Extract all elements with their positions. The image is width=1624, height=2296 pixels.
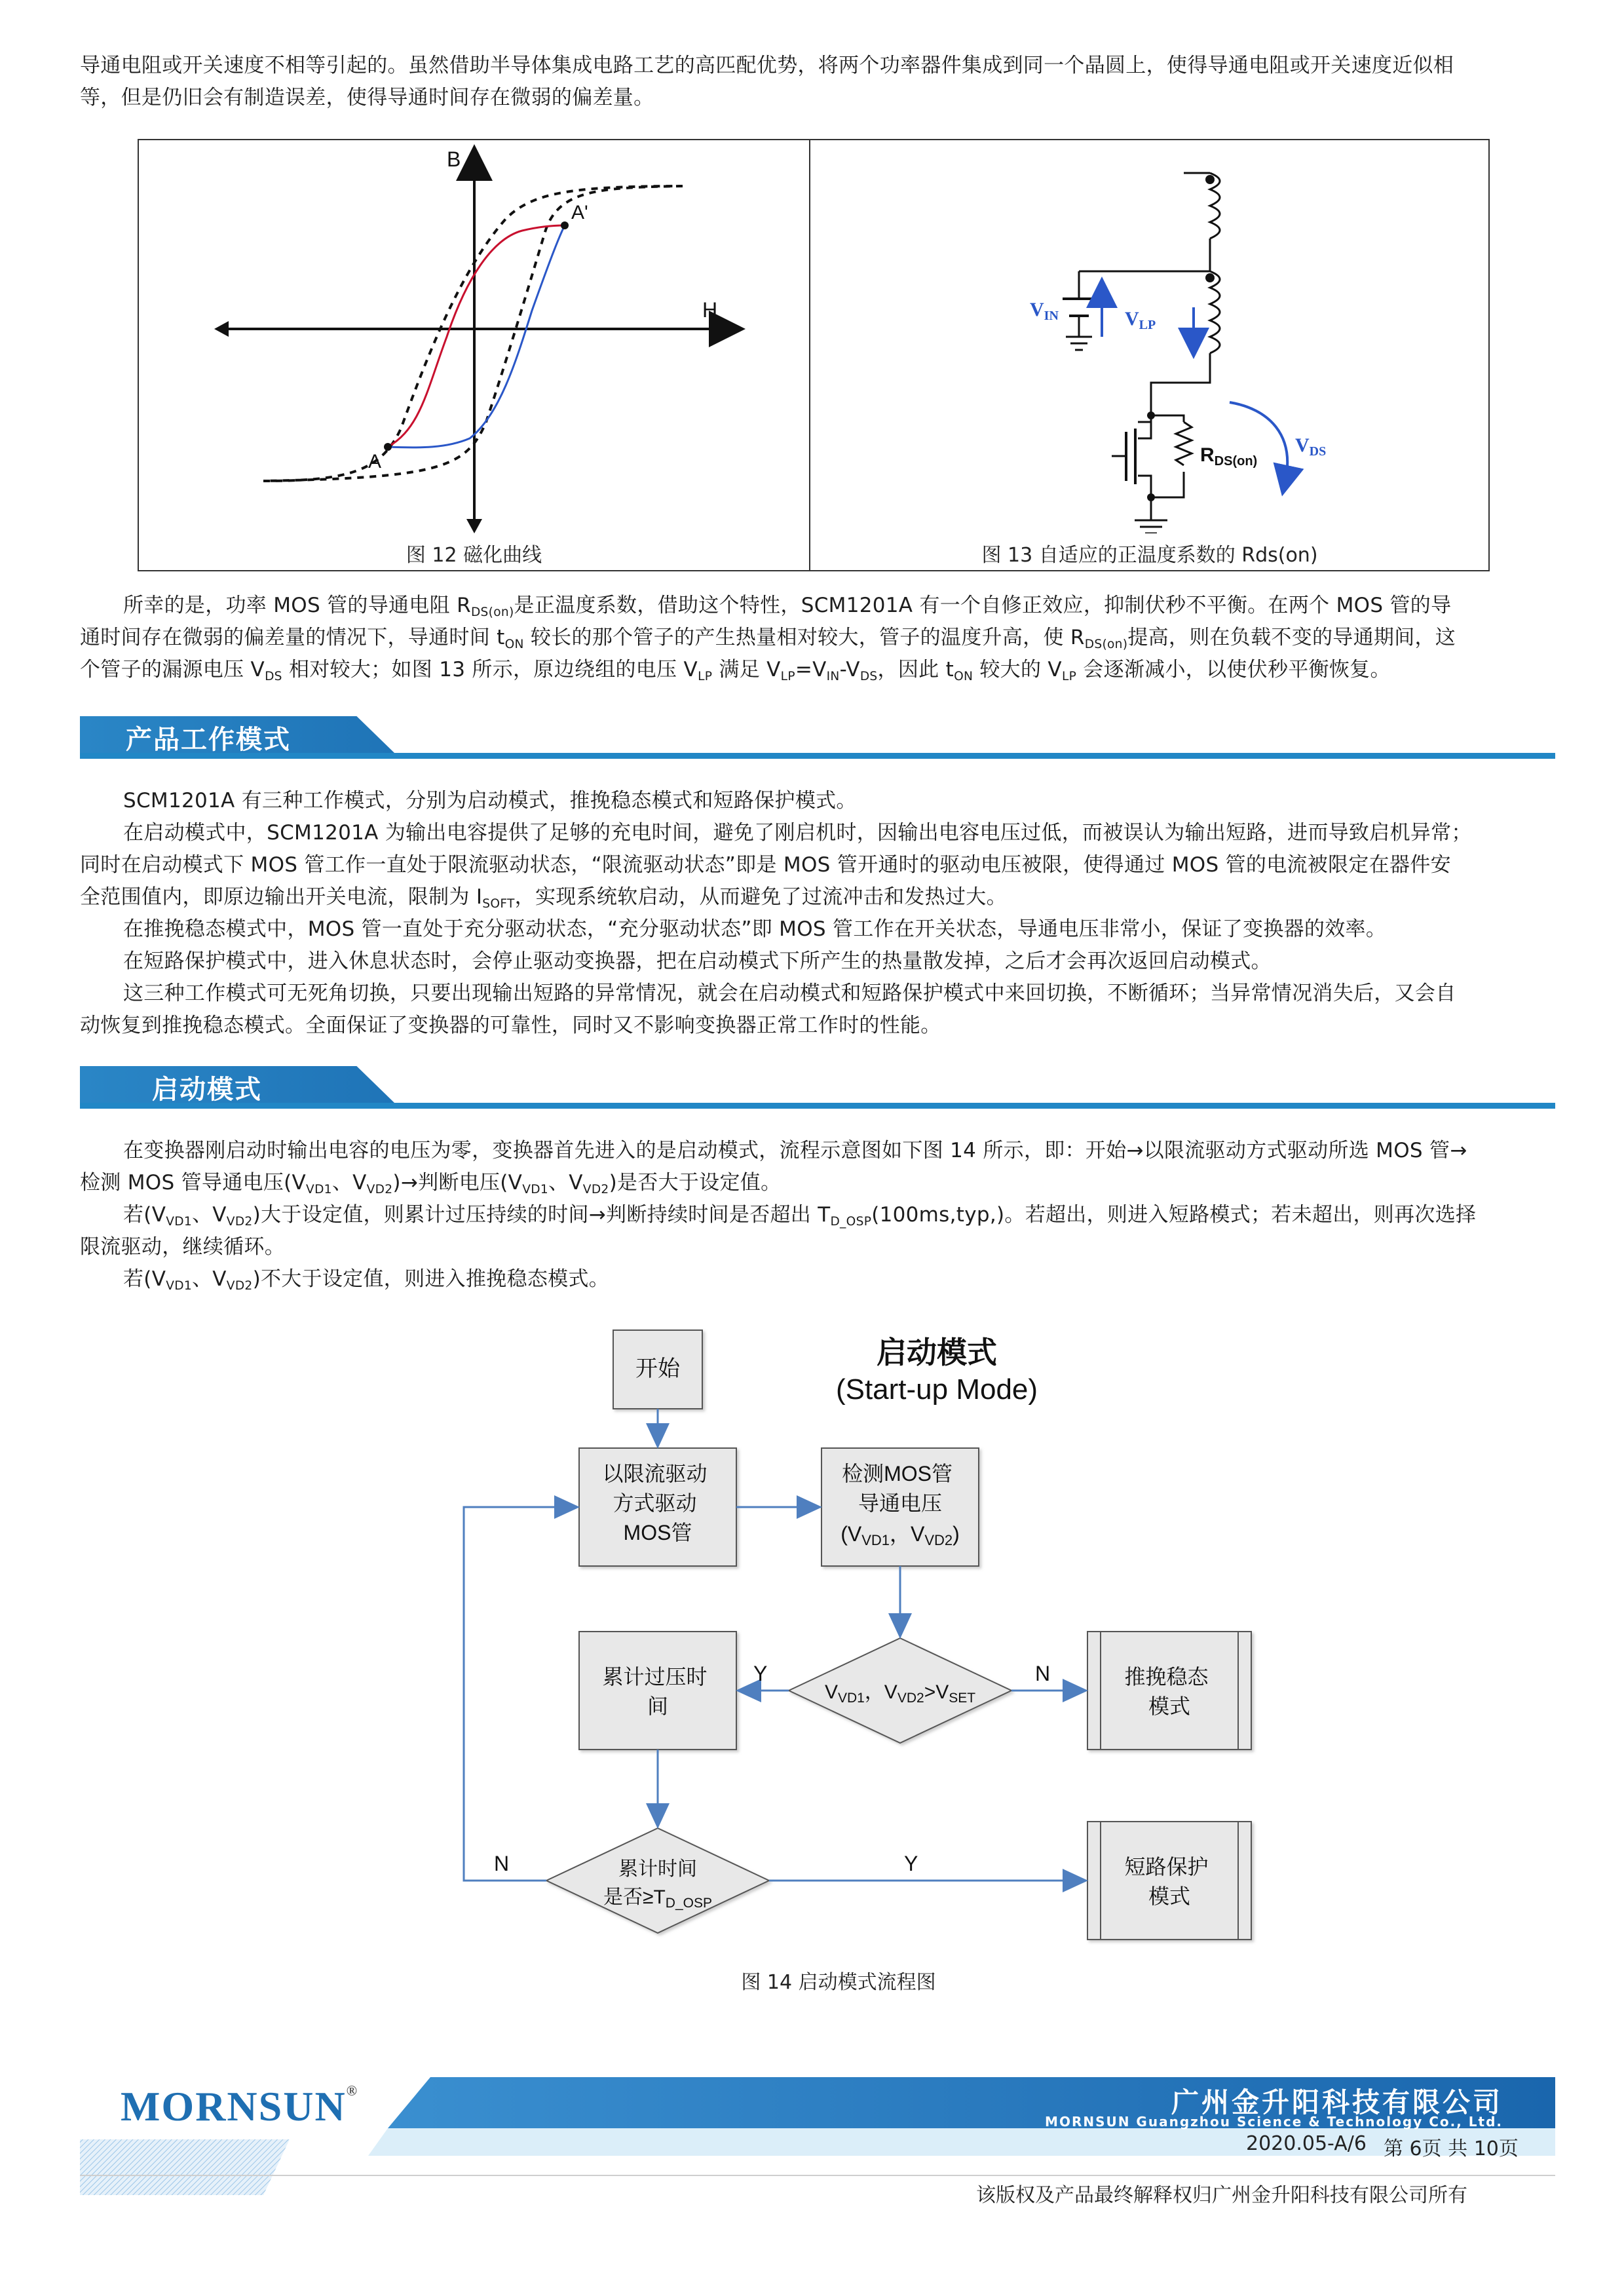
- footer-logo: [121, 2082, 358, 2131]
- intro-line-1: 导通电阻或开关速度不相等引起的。虽然借助半导体集成电路工艺的高匹配优势，将两个功率器件集成到同一个晶圆上，使得导通电阻或开关速度近似相: [80, 54, 1454, 77]
- v-ds-sub: DS: [1309, 444, 1327, 459]
- s1-p3: 在推挽稳态模式中，MOS 管一直处于充分驱动状态，“充分驱动状态”即 MOS 管工作在开关状态，导通电压非常小，保证了变换器的效率。: [123, 917, 1387, 941]
- red-curve: [388, 225, 565, 447]
- rds-sub: DS(on): [1214, 454, 1258, 469]
- figure-12-13-box: [138, 139, 1490, 571]
- junction-source: [1147, 493, 1155, 501]
- s1-p2-l2: 同时在启动模式下 MOS 管工作一直处于限流驱动状态，“限流驱动状态”即是 MOS 管开通时的驱动电压被限，使得通过 MOS 管的电流被限定在器件安: [80, 853, 1451, 877]
- section-header-startup-mode: [80, 1066, 1555, 1112]
- dot-top: [1205, 175, 1215, 184]
- time-l2: 是否$\ge T_{D\_OSP}$: [603, 1886, 712, 1911]
- flowchart-startup-mode: [445, 1311, 1258, 2018]
- arrow-time-loop: [464, 1507, 576, 1881]
- v-ds-label: V: [1295, 434, 1310, 456]
- v-ds-arrow: [1230, 402, 1287, 481]
- intro-paragraph: [80, 50, 1560, 114]
- flowchart-title: 启动模式: [877, 1335, 997, 1369]
- v-lp-sub: LP: [1139, 318, 1156, 332]
- point-a-dot: [384, 443, 392, 451]
- logo-reg: ®: [346, 2082, 359, 2099]
- compare-label: $V_{VD1}$，$V_{VD2}>V_{SET}$: [824, 1681, 976, 1706]
- limit-l1: 以限流驱动: [602, 1462, 708, 1485]
- v-lp-label: V: [1125, 308, 1139, 330]
- s1-p2-l1: 在启动模式中，SCM1201A 为输出电容提供了足够的充电时间，避免了刚启机时，因输出电容电压过低，而被误认为输出短路，进而导致启机异常；: [123, 821, 1472, 845]
- pushpull-l1: 推挽稳态: [1124, 1665, 1209, 1689]
- footer-company-en: MORNSUN Guangzhou Science & Technology Co., Ltd.: [1045, 2114, 1503, 2130]
- node-accumulate: [579, 1632, 736, 1750]
- s2-p1-l2: 检测 MOS 管导通电压($V_{VD1}$、$V_{VD2})\to$判断电压($V_{VD1}$、$V_{VD2}$)是否大于设定值。: [80, 1171, 782, 1196]
- footer-page-number: 第 6页 共 10页: [1384, 2137, 1519, 2160]
- s2-p1-l1: 在变换器刚启动时输出电容的电压为零，变换器首先进入的是启动模式，流程示意图如下图 14 所示，即：开始→以限流驱动方式驱动所选 MOS 管→: [123, 1139, 1467, 1162]
- blue-curve: [388, 225, 565, 448]
- node-short-circuit: [1087, 1822, 1251, 1940]
- accum-l1: 累计过压时: [602, 1665, 708, 1689]
- fortune-line-1: 所幸的是，功率 MOS 管的导通电阻 $R_{DS(on)}$是正温度系数，借助这个特性，SCM1201A 有一个自修正效应，抑制伏秒不平衡。在两个 MOS 管的导: [123, 594, 1452, 619]
- detect-l2: 导通电压: [858, 1491, 943, 1515]
- footer-hatch: [80, 2139, 290, 2195]
- node-pushpull: [1087, 1632, 1251, 1750]
- dot-primary: [1205, 273, 1215, 282]
- node-start-label: 开始: [635, 1356, 680, 1381]
- page-footer: [80, 2064, 1555, 2195]
- section-rule: [80, 753, 1555, 759]
- label-y-short: Y: [904, 1852, 918, 1875]
- detect-l1: 检测MOS管: [842, 1462, 953, 1485]
- section-header-work-modes: [80, 716, 1555, 762]
- section-title: 产品工作模式: [126, 725, 291, 755]
- label-y-accum: Y: [753, 1662, 768, 1685]
- point-a-label: A: [368, 451, 382, 472]
- footer-lightblue-band: [368, 2128, 1555, 2156]
- logo-text: MORNSUN: [121, 2083, 347, 2130]
- figure-14-caption: 图 14 启动模式流程图: [741, 1971, 936, 1994]
- limit-l3: MOS管: [623, 1521, 692, 1544]
- flowchart-subtitle: (Start-up Mode): [835, 1373, 1038, 1406]
- svg-text:VIN: [1030, 299, 1059, 323]
- limit-l2: 方式驱动: [613, 1491, 697, 1515]
- label-n-loop: N: [494, 1852, 510, 1875]
- svg-text:VLP: [1125, 308, 1156, 332]
- fortune-paragraph: [80, 590, 1560, 622]
- s2-p2-l2: 限流驱动，继续循环。: [80, 1235, 285, 1259]
- accum-l2: 间: [647, 1694, 669, 1718]
- detect-l3: (VVD1，VVD2): [840, 1522, 960, 1548]
- s2-p3: 若($V_{VD1}$、$V_{VD2}$)不大于设定值，则进入推挽稳态模式。: [123, 1267, 610, 1293]
- svg-text:RDS(on): [1200, 444, 1257, 469]
- s1-p4: 在短路保护模式中，进入休息状态时，会停止驱动变换器，把在启动模式下所产生的热量散发掉，之后才会再次返回启动模式。: [123, 949, 1272, 973]
- footer-copyright: 该版权及产品最终解释权归广州金升阳科技有限公司所有: [976, 2184, 1467, 2207]
- rds-label: R: [1200, 444, 1215, 466]
- footer-company-cn: 广州金升阳科技有限公司: [1171, 2086, 1503, 2118]
- short-l2: 模式: [1148, 1885, 1191, 1908]
- point-a-prime-dot: [561, 221, 569, 229]
- section2-body: [80, 1135, 1560, 1295]
- s1-p2-l3: 全范围值内，即原边输出开关电流，限制为 $I_{SOFT}$，实现系统软启动，从而避免了过流冲击和发热过大。: [80, 885, 1007, 911]
- footer-version: 2020.05-A/6: [1246, 2132, 1367, 2155]
- figure-12-magnetization-curve: [139, 140, 807, 533]
- label-n-pushpull: N: [1035, 1662, 1051, 1685]
- svg-text:VDS: [1295, 434, 1326, 459]
- v-in-label: V: [1030, 299, 1044, 320]
- v-in-sub: IN: [1044, 309, 1059, 323]
- figure-13-caption: 图 13 自适应的正温度系数的 Rds(on): [981, 544, 1318, 567]
- intro-line-2: 等，但是仍旧会有制造误差，使得导通时间存在微弱的偏差量。: [80, 86, 654, 109]
- fortune-paragraph-cont: [80, 622, 1560, 686]
- axis-h-label: H: [702, 298, 718, 322]
- fortune-line-3: 个管子的漏源电压 $V_{DS}$ 相对较大；如图 13 所示，原边绕组的电压 $V_{LP}$ 满足 $V_{LP}=V_{IN}-V_{DS}$，因此 $t_{ON}$ 较大的 $V_{LP}$ 会逐渐减小，以使伏秒平衡恢复。: [80, 658, 1391, 683]
- section-rule: [80, 1103, 1555, 1109]
- point-a-prime-label: A': [571, 202, 588, 223]
- s1-p5-l2: 动恢复到推挽稳态模式。全面保证了变换器的可靠性，同时又不影响变换器正常工作时的性能。: [80, 1014, 941, 1037]
- figure-13-circuit: [810, 140, 1489, 533]
- pushpull-l2: 模式: [1148, 1694, 1191, 1718]
- node-time-check: [546, 1828, 769, 1933]
- axis-b-label: B: [447, 147, 461, 171]
- section1-body: [80, 785, 1560, 1042]
- section-title: 启动模式: [152, 1075, 262, 1105]
- time-l1: 累计时间: [618, 1858, 697, 1880]
- fortune-line-2: 通时间存在微弱的偏差量的情况下，导通时间 $t_{ON}$ 较长的那个管子的产生热量相对较大，管子的温度升高，使 $R_{DS(on)}$提高，则在负载不变的导通期间，这: [80, 626, 1456, 651]
- junction-drain: [1147, 411, 1155, 419]
- s1-p1: SCM1201A 有三种工作模式，分别为启动模式，推挽稳态模式和短路保护模式。: [123, 789, 857, 813]
- figure-12-caption: 图 12 磁化曲线: [406, 544, 542, 567]
- s2-p2-l1: 若($V_{VD1}$、$V_{VD2}$)大于设定值，则累计过压持续的时间→判断持续时间是否超出 $T_{D\_OSP}(100ms,typ,)$。若超出，则进入短路模式；若未超出，则再次选择: [123, 1203, 1477, 1229]
- s1-p5-l1: 这三种工作模式可无死角切换，只要出现输出短路的异常情况，就会在启动模式和短路保护模式中来回切换，不断循环；当异常情况消失后，又会自: [123, 982, 1456, 1005]
- primary-winding: [1210, 271, 1220, 353]
- short-l1: 短路保护: [1124, 1855, 1209, 1879]
